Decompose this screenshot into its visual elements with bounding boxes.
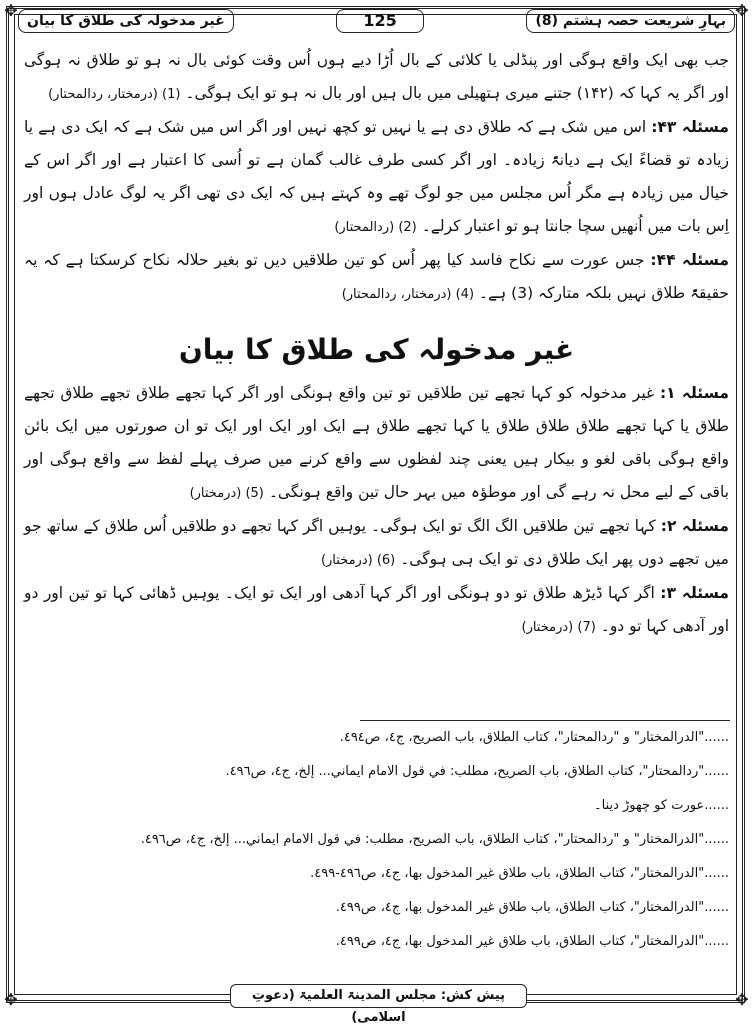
paragraph xyxy=(24,377,729,510)
corner-ornament-icon: ✥ xyxy=(735,990,749,1009)
reference: (6) (درمختار) xyxy=(320,553,396,568)
masala-label: مسئلہ ۴۴: xyxy=(650,251,729,269)
footnote-divider xyxy=(360,720,730,721)
corner-ornament-icon: ✥ xyxy=(4,990,18,1009)
masala-label: مسئلہ ۱: xyxy=(659,384,729,402)
reference: (7) (درمختار) xyxy=(521,620,596,635)
publisher-footer: پیش کش: مجلس المدینۃ العلمیۃ (دعوتِ اسلامی) xyxy=(230,984,527,1008)
reference: (1) (درمختار، ردالمحتار) xyxy=(48,87,181,102)
footnote: ......"الدرالمختار" و "ردالمحتار"، كتاب الطلاق، باب الصريح، مطلب: في قول الامام ايماني... إلخ، ج٤، ص٤٩٦. xyxy=(140,832,729,847)
paragraph-text: غیر مدخولہ کو کہا تجھے تین طلاقیں تو تین واقع ہونگی اور اگر کہا تجھے طلاق تجھے طلاق تجھے طلاق یا کہا تجھے طلاق طلاق طلاق یا کہا تجھے طلاق ہے ایک اور ایک اور ایک تو ان صورتوں میں ایک بائن واقع ہوگی باقی لغو و بیکار ہیں یعنی چند لفظوں سے واقع کرنے میں صرف پہلے لفظ سے واقع ہوگی اور باقی کے لیے محل نہ رہے گی اور موطؤہ میں بہر حال تین واقع ہونگی۔ xyxy=(24,384,729,501)
paragraph xyxy=(24,111,729,244)
footnote: ......"الدرالمختار"، كتاب الطلاق، باب طلاق غير المدخول بها، ج٤، ص٤٩٩. xyxy=(335,900,729,915)
corner-ornament-icon: ✥ xyxy=(4,1,18,20)
reference: (5) (درمختار) xyxy=(189,486,264,501)
paragraph-text: جب بھی ایک واقع ہوگی اور پنڈلی یا کلائی کے بال اُڑا دیے ہوں اُس وقت کوئی بال نہ ہو تو طلاق نہ ہوگی اور اگر یہ کہا کہ (۱۴۲) جتنے میری ہتھیلی میں بال ہیں اور بال نہ ہو تو ایک ہوگی۔ xyxy=(24,51,729,102)
book-title: بہارِ شریعت حصہ ہشتم (8) xyxy=(526,9,735,33)
reference: (4) (درمختار، ردالمحتار) xyxy=(341,287,475,302)
footnote: ......"الدرالمختار"، كتاب الطلاق، باب طلاق غير المدخول بها، ج٤، ص٤٩٦-٤٩٩. xyxy=(310,866,729,881)
corner-ornament-icon: ✥ xyxy=(735,1,749,20)
paragraph xyxy=(24,44,729,111)
reference: (2) (ردالمحتار) xyxy=(334,220,417,235)
page-body xyxy=(24,44,729,644)
footnote: ......"الدرالمختار"، كتاب الطلاق، باب طلاق غير المدخول بها، ج٤، ص٤٩٩. xyxy=(335,934,729,949)
paragraph xyxy=(24,244,729,311)
section-heading: غیر مدخولہ کی طلاق کا بیان xyxy=(178,333,575,366)
paragraph xyxy=(24,510,729,577)
paragraph-text: کہا تجھے تین طلاقیں الگ الگ تو ایک ہوگی۔ یوہیں اگر کہا تجھے دو طلاقیں اُس طلاق کے ساتھ جو میں تجھے دوں پھر ایک طلاق دی تو ایک ہی ہوگی۔ xyxy=(24,517,729,568)
paragraph-text: اگر کہا ڈیڑھ طلاق تو دو ہونگی اور اگر کہا آدھی اور ایک تو ایک۔ یوہیں ڈھائی کہا تو تین اور دو اور آدھی کہا تو دو۔ xyxy=(24,584,729,635)
masala-label: مسئلہ ۴۳: xyxy=(651,118,729,136)
footnote: ......"الدرالمختار" و "ردالمحتار"، كتاب الطلاق، باب الصريح، ج٤، ص٤٩٤. xyxy=(339,730,729,745)
footnote: ......عورت کو چھوڑ دینا۔ xyxy=(593,798,729,813)
footnote: ......"ردالمحتار"، كتاب الطلاق، باب الصريح، مطلب: في قول الامام ايماني... إلخ، ج٤، ص٤٩٦. xyxy=(225,764,729,779)
masala-label: مسئلہ ۳: xyxy=(660,584,729,602)
footnotes xyxy=(24,728,729,966)
paragraph xyxy=(24,577,729,644)
masala-label: مسئلہ ۲: xyxy=(660,517,729,535)
chapter-title: غیر مدخولہ کی طلاق کا بیان xyxy=(18,9,234,33)
page-header xyxy=(18,8,735,34)
paragraph-text: جس عورت سے نکاح فاسد کیا پھر اُس کو تین طلاقیں دیں تو بغیر حلالہ نکاح کرسکتا ہے کہ یہ حقیقۃً طلاق نہیں بلکہ متارکہ (3) ہے۔ xyxy=(24,251,729,302)
page-number: 125 xyxy=(336,9,424,33)
paragraph-text: اس میں شک ہے کہ طلاق دی ہے یا نہیں تو کچھ نہیں اور اگر اس میں شک ہے کہ ایک دی ہے یا زیادہ تو قضاءً ایک ہے دیانۃً زیادہ۔ اور اگر کسی طرف غالب گمان ہے تو اُسی کا اعتبار ہے اور اگر اس کے خیال میں زیادہ ہے مگر اُس مجلس میں جو لوگ تھے وہ کہتے ہیں کہ ایک دی تھی اگر یہ لوگ عادل ہوں اور اِس بات میں اُنھیں سچا جانتا ہو تو اعتبار کرلے۔ xyxy=(24,118,729,235)
